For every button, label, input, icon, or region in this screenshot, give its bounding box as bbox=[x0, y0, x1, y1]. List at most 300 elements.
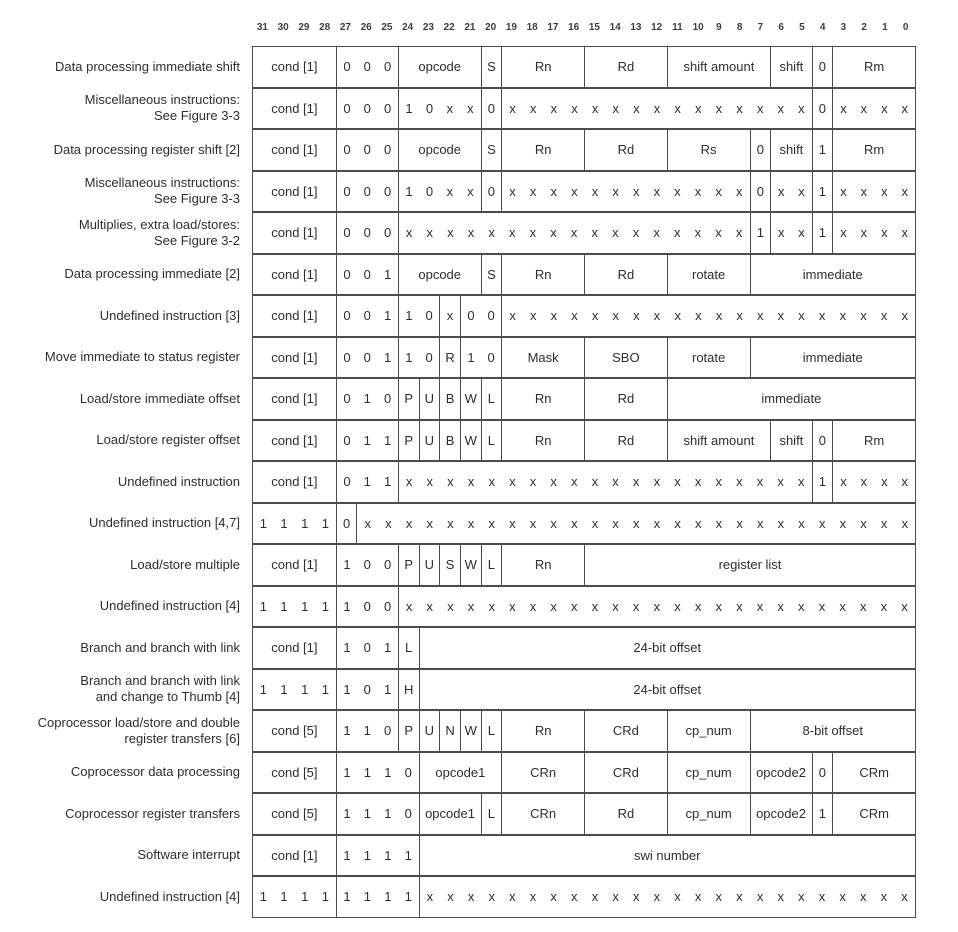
bit-char: x bbox=[901, 308, 908, 324]
bit-char: x bbox=[860, 474, 868, 490]
row-label-line: See Figure 3-2 bbox=[154, 232, 240, 248]
bit-char: x bbox=[840, 100, 847, 116]
bit-char: 0 bbox=[343, 183, 351, 199]
bit-char: 1 bbox=[384, 806, 392, 822]
bit-char: 0 bbox=[363, 640, 371, 656]
bit-char: x bbox=[529, 474, 537, 490]
row-label-line: Software interrupt bbox=[137, 847, 240, 863]
field-cell: Rn bbox=[501, 379, 584, 419]
field-cell: L bbox=[481, 379, 502, 419]
bit-char: x bbox=[467, 889, 475, 905]
row-fields bbox=[252, 337, 916, 379]
bit-char: x bbox=[798, 889, 805, 905]
field-cell bbox=[336, 670, 398, 710]
bit-number: 19 bbox=[505, 22, 517, 33]
bit-char: x bbox=[447, 474, 454, 490]
bit-char: 0 bbox=[363, 266, 371, 282]
bit-char: 1 bbox=[384, 474, 392, 490]
bit-char: x bbox=[715, 515, 723, 531]
bit-char: x bbox=[860, 889, 867, 905]
field-cell: L bbox=[481, 545, 502, 585]
format-row bbox=[0, 171, 916, 213]
bit-char: x bbox=[446, 100, 454, 116]
bit-char: x bbox=[529, 183, 537, 199]
bit-char: x bbox=[880, 889, 888, 905]
row-label-line: Load/store immediate offset bbox=[79, 390, 240, 406]
row-label bbox=[0, 337, 252, 379]
bit-char: x bbox=[653, 308, 661, 324]
row-label-line: Branch and branch with link bbox=[80, 639, 240, 655]
bit-char: x bbox=[881, 183, 888, 199]
bit-char: 1 bbox=[404, 847, 412, 863]
format-row bbox=[0, 876, 916, 918]
field-cell bbox=[336, 255, 398, 295]
field-cell: shift amount bbox=[667, 421, 770, 461]
bit-char: x bbox=[385, 515, 392, 531]
bit-char: x bbox=[550, 308, 558, 324]
row-label-line: Coprocessor data processing bbox=[70, 764, 240, 780]
row-label-line: Undefined instruction [4] bbox=[99, 598, 240, 614]
format-row bbox=[0, 710, 916, 752]
bit-char: 1 bbox=[384, 640, 392, 656]
bit-char: x bbox=[777, 889, 784, 905]
row-label bbox=[0, 295, 252, 337]
field-cell: P bbox=[398, 379, 419, 419]
format-row bbox=[0, 586, 916, 628]
row-fields bbox=[252, 835, 916, 877]
format-row bbox=[0, 129, 916, 171]
bit-char: x bbox=[798, 474, 805, 490]
field-cell bbox=[750, 213, 771, 253]
bit-char: 1 bbox=[818, 142, 827, 158]
field-cell bbox=[398, 296, 439, 336]
format-row bbox=[0, 212, 916, 254]
field-cell: immediate bbox=[750, 338, 916, 378]
bit-char: 1 bbox=[384, 308, 392, 324]
field-cell bbox=[770, 213, 811, 253]
bit-char: x bbox=[529, 308, 537, 324]
bit-char: x bbox=[839, 308, 847, 324]
row-fields bbox=[252, 544, 916, 586]
bit-char: 0 bbox=[425, 308, 433, 324]
field-cell: cond [1] bbox=[271, 474, 318, 490]
field-cell bbox=[253, 504, 336, 544]
bit-char: 0 bbox=[363, 183, 371, 199]
field-cell: U bbox=[419, 421, 440, 461]
bit-number: 24 bbox=[402, 22, 414, 33]
bit-char: x bbox=[736, 308, 743, 324]
bit-char: x bbox=[591, 515, 599, 531]
bit-char: x bbox=[529, 100, 537, 116]
bit-char: x bbox=[756, 474, 764, 490]
bit-char: 0 bbox=[487, 100, 496, 116]
bit-char: x bbox=[840, 225, 847, 241]
format-rows bbox=[0, 46, 916, 918]
field-cell bbox=[750, 130, 771, 170]
format-row bbox=[0, 793, 916, 835]
bit-char: x bbox=[447, 225, 454, 241]
bit-char: x bbox=[901, 598, 908, 614]
row-fields bbox=[252, 876, 916, 918]
field-cell bbox=[812, 213, 833, 253]
field-cell: L bbox=[481, 421, 502, 461]
field-cell: cond [1] bbox=[271, 266, 318, 282]
bit-char: x bbox=[736, 183, 743, 199]
field-cell: Mask bbox=[501, 338, 584, 378]
bit-char: x bbox=[653, 225, 660, 241]
bit-char: 0 bbox=[343, 391, 351, 407]
bit-char: x bbox=[612, 515, 619, 531]
bit-char: x bbox=[860, 515, 867, 531]
bit-char: 1 bbox=[343, 598, 351, 614]
bit-char: 0 bbox=[487, 349, 495, 365]
field-cell bbox=[336, 462, 398, 502]
field-cell: cp_num bbox=[667, 794, 750, 834]
field-cell: cond [1] bbox=[271, 225, 318, 241]
bit-char: 0 bbox=[343, 100, 351, 116]
field-cell: immediate bbox=[750, 255, 916, 295]
row-label bbox=[0, 129, 252, 171]
field-cell: CRd bbox=[584, 753, 667, 793]
bit-char: 1 bbox=[756, 225, 764, 241]
bit-char: x bbox=[653, 100, 661, 116]
bit-char: x bbox=[839, 515, 847, 531]
bit-char: x bbox=[633, 100, 640, 116]
bit-char: x bbox=[653, 515, 661, 531]
field-cell: shift bbox=[770, 130, 811, 170]
field-cell: P bbox=[398, 421, 419, 461]
bit-char: 0 bbox=[343, 266, 351, 282]
bit-char: x bbox=[694, 225, 702, 241]
bit-char: x bbox=[612, 889, 619, 905]
bit-char: 0 bbox=[425, 100, 434, 116]
bit-char: 0 bbox=[363, 349, 371, 365]
bit-char: x bbox=[901, 225, 909, 241]
bit-char: 0 bbox=[363, 142, 371, 158]
bit-char: x bbox=[715, 474, 722, 490]
bit-char: x bbox=[591, 225, 598, 241]
format-row bbox=[0, 503, 916, 545]
bit-number: 12 bbox=[651, 22, 663, 33]
bit-char: x bbox=[488, 889, 495, 905]
bit-char: 0 bbox=[818, 100, 827, 116]
row-label bbox=[0, 212, 252, 254]
bit-char: 1 bbox=[321, 515, 330, 531]
field-cell: opcode2 bbox=[750, 794, 812, 834]
bit-char: 1 bbox=[363, 764, 372, 780]
bit-char: x bbox=[880, 308, 888, 324]
bit-char: x bbox=[405, 515, 413, 531]
row-fields bbox=[252, 461, 916, 503]
bit-char: 0 bbox=[404, 806, 412, 822]
field-cell: shift amount bbox=[667, 47, 770, 87]
field-cell bbox=[812, 421, 833, 461]
bit-char: x bbox=[674, 515, 681, 531]
bit-char: 0 bbox=[363, 598, 371, 614]
field-cell: Rn bbox=[501, 711, 584, 751]
bit-char: x bbox=[571, 100, 578, 116]
bit-char: x bbox=[529, 598, 537, 614]
field-cell: register list bbox=[584, 545, 915, 585]
bit-char: x bbox=[736, 474, 743, 490]
bit-char: x bbox=[798, 598, 805, 614]
bit-char: x bbox=[860, 225, 868, 241]
bit-char: x bbox=[509, 183, 516, 199]
bit-char: x bbox=[571, 515, 578, 531]
bit-char: x bbox=[488, 598, 495, 614]
bit-char: x bbox=[736, 100, 743, 116]
field-cell bbox=[336, 836, 419, 876]
row-label bbox=[0, 752, 252, 794]
field-cell: opcode1 bbox=[419, 794, 481, 834]
bit-char: x bbox=[798, 225, 805, 241]
field-cell: 24-bit offset bbox=[419, 628, 916, 668]
field-cell: Rm bbox=[832, 130, 915, 170]
field-cell bbox=[812, 753, 833, 793]
field-cell bbox=[336, 753, 419, 793]
field-cell: immediate bbox=[667, 379, 915, 419]
field-cell: cond [5] bbox=[271, 764, 318, 780]
bit-char: x bbox=[674, 308, 681, 324]
bit-char: 0 bbox=[343, 142, 351, 158]
bit-char: x bbox=[901, 515, 909, 531]
bit-char: x bbox=[488, 474, 495, 490]
field-cell bbox=[336, 172, 398, 212]
bit-char: x bbox=[550, 889, 557, 905]
field-cell bbox=[501, 172, 749, 212]
bit-char: x bbox=[405, 225, 413, 241]
bit-number: 16 bbox=[568, 22, 580, 33]
bit-char: x bbox=[881, 474, 888, 490]
bit-char: x bbox=[653, 889, 661, 905]
field-cell bbox=[770, 172, 811, 212]
bit-char: 1 bbox=[259, 598, 267, 614]
bit-char: 0 bbox=[384, 557, 392, 573]
bit-char: x bbox=[612, 598, 619, 614]
bit-char: x bbox=[901, 183, 909, 199]
bit-char: x bbox=[467, 474, 475, 490]
bit-char: x bbox=[756, 598, 764, 614]
bit-char: x bbox=[426, 889, 434, 905]
bit-char: x bbox=[881, 100, 888, 116]
bit-char: x bbox=[818, 308, 826, 324]
field-cell bbox=[460, 296, 501, 336]
bit-number: 4 bbox=[819, 22, 826, 33]
field-cell bbox=[336, 379, 398, 419]
format-row bbox=[0, 544, 916, 586]
field-cell: opcode2 bbox=[750, 753, 812, 793]
field-cell: W bbox=[460, 379, 481, 419]
field-cell: cond [1] bbox=[271, 59, 318, 75]
field-cell: SBO bbox=[584, 338, 667, 378]
bit-char: x bbox=[509, 889, 516, 905]
field-cell bbox=[481, 172, 502, 212]
field-cell: shift bbox=[770, 47, 811, 87]
bit-char: 1 bbox=[321, 681, 330, 697]
field-cell bbox=[812, 47, 833, 87]
bit-char: x bbox=[860, 308, 867, 324]
bit-char: 0 bbox=[384, 59, 392, 75]
field-cell bbox=[481, 89, 502, 129]
bit-char: x bbox=[674, 474, 681, 490]
bit-number: 25 bbox=[381, 22, 393, 33]
bit-char: x bbox=[447, 515, 454, 531]
bit-char: x bbox=[694, 474, 702, 490]
row-fields bbox=[252, 46, 916, 88]
bit-char: x bbox=[612, 183, 619, 199]
bit-char: x bbox=[674, 100, 681, 116]
field-cell: cond [1] bbox=[271, 142, 318, 158]
bit-char: x bbox=[550, 474, 557, 490]
field-cell bbox=[832, 462, 915, 502]
field-cell bbox=[336, 130, 398, 170]
bit-char: x bbox=[818, 515, 826, 531]
bit-char: x bbox=[798, 308, 805, 324]
bit-char: 1 bbox=[384, 889, 392, 905]
field-cell: Rd bbox=[584, 379, 667, 419]
bit-char: x bbox=[426, 225, 433, 241]
row-label-line: Branch and branch with link bbox=[80, 673, 240, 689]
format-row bbox=[0, 752, 916, 794]
bit-char: x bbox=[798, 515, 805, 531]
bit-char: x bbox=[674, 183, 681, 199]
bit-char: 0 bbox=[384, 598, 392, 614]
bit-number: 7 bbox=[757, 22, 764, 33]
format-row bbox=[0, 627, 916, 669]
bit-number: 22 bbox=[443, 22, 455, 33]
bit-char: x bbox=[777, 308, 785, 324]
bit-char: 0 bbox=[384, 100, 392, 116]
bit-char: 1 bbox=[259, 515, 267, 531]
bit-char: 0 bbox=[343, 432, 351, 448]
bit-char: x bbox=[633, 515, 640, 531]
row-label bbox=[0, 876, 252, 918]
bit-char: x bbox=[839, 598, 846, 614]
row-fields bbox=[252, 254, 916, 296]
bit-char: x bbox=[509, 474, 516, 490]
bit-number: 20 bbox=[485, 22, 497, 33]
format-row bbox=[0, 295, 916, 337]
format-row bbox=[0, 378, 916, 420]
bit-number: 15 bbox=[588, 22, 600, 33]
bit-char: x bbox=[818, 598, 826, 614]
field-cell bbox=[336, 504, 357, 544]
field-cell: Rd bbox=[584, 794, 667, 834]
row-label-line: Undefined instruction bbox=[117, 473, 240, 489]
field-cell bbox=[398, 89, 481, 129]
bit-char: x bbox=[571, 598, 578, 614]
bit-number: 26 bbox=[360, 22, 372, 33]
bit-char: x bbox=[777, 515, 785, 531]
bit-char: x bbox=[840, 474, 847, 490]
field-cell: L bbox=[481, 711, 502, 751]
bit-char: 0 bbox=[818, 432, 827, 448]
field-cell bbox=[336, 587, 398, 627]
bit-char: 0 bbox=[404, 764, 412, 780]
field-cell: CRm bbox=[832, 794, 915, 834]
row-fields bbox=[252, 669, 916, 711]
bit-char: 1 bbox=[321, 889, 330, 905]
bit-char: 1 bbox=[363, 806, 372, 822]
bit-char: 1 bbox=[343, 847, 351, 863]
field-cell: CRn bbox=[501, 794, 584, 834]
bit-char: 1 bbox=[384, 349, 392, 365]
bit-char: 0 bbox=[342, 515, 351, 531]
field-cell bbox=[336, 421, 398, 461]
field-cell bbox=[812, 172, 833, 212]
bit-char: 1 bbox=[280, 889, 288, 905]
bit-char: x bbox=[426, 598, 434, 614]
field-cell bbox=[439, 296, 460, 336]
format-row bbox=[0, 835, 916, 877]
field-cell bbox=[398, 338, 439, 378]
bit-char: 1 bbox=[343, 889, 351, 905]
bit-char: x bbox=[571, 889, 578, 905]
bit-char: x bbox=[798, 100, 805, 116]
bit-char: 0 bbox=[818, 59, 827, 75]
field-cell: Rd bbox=[584, 255, 667, 295]
bit-char: 1 bbox=[301, 889, 309, 905]
field-cell: B bbox=[439, 379, 460, 419]
bit-char: x bbox=[653, 474, 661, 490]
row-label-line: Undefined instruction [4] bbox=[99, 888, 240, 904]
bit-char: x bbox=[591, 598, 599, 614]
row-label-line: Data processing immediate [2] bbox=[64, 266, 240, 282]
field-cell: cond [1] bbox=[271, 349, 318, 365]
row-label bbox=[0, 710, 252, 752]
row-label-line: Miscellaneous instructions: bbox=[84, 175, 240, 191]
bit-char: x bbox=[632, 474, 640, 490]
bit-number: 23 bbox=[422, 22, 434, 33]
bit-char: x bbox=[798, 183, 805, 199]
bit-char: 1 bbox=[818, 806, 827, 822]
field-cell: Rm bbox=[832, 47, 915, 87]
bit-char: 0 bbox=[384, 183, 392, 199]
field-cell: L bbox=[398, 628, 419, 668]
bit-char: x bbox=[591, 183, 599, 199]
format-row bbox=[0, 254, 916, 296]
row-label-line: Undefined instruction [3] bbox=[99, 307, 240, 323]
bit-char: x bbox=[632, 183, 640, 199]
field-cell: opcode bbox=[398, 130, 481, 170]
field-cell bbox=[336, 711, 398, 751]
bit-char: x bbox=[777, 598, 784, 614]
field-cell: swi number bbox=[419, 836, 916, 876]
bit-char: x bbox=[778, 183, 785, 199]
bit-char: x bbox=[509, 515, 516, 531]
field-cell: cond [1] bbox=[271, 847, 318, 863]
bit-char: x bbox=[695, 515, 702, 531]
field-cell bbox=[336, 794, 419, 834]
bit-number: 2 bbox=[861, 22, 867, 33]
bit-char: x bbox=[426, 474, 434, 490]
row-label bbox=[0, 88, 252, 130]
field-cell: opcode bbox=[398, 255, 481, 295]
field-cell bbox=[812, 794, 833, 834]
bit-char: x bbox=[674, 889, 681, 905]
bit-char: x bbox=[735, 225, 743, 241]
bit-char: x bbox=[446, 308, 454, 324]
bit-char: x bbox=[612, 474, 619, 490]
row-label bbox=[0, 46, 252, 88]
field-cell: Rn bbox=[501, 47, 584, 87]
bit-char: 0 bbox=[363, 100, 371, 116]
bit-number: 30 bbox=[277, 22, 289, 33]
field-cell bbox=[832, 213, 915, 253]
bit-char: 0 bbox=[343, 225, 351, 241]
bit-char: 1 bbox=[363, 432, 371, 448]
bit-char: 0 bbox=[343, 349, 351, 365]
